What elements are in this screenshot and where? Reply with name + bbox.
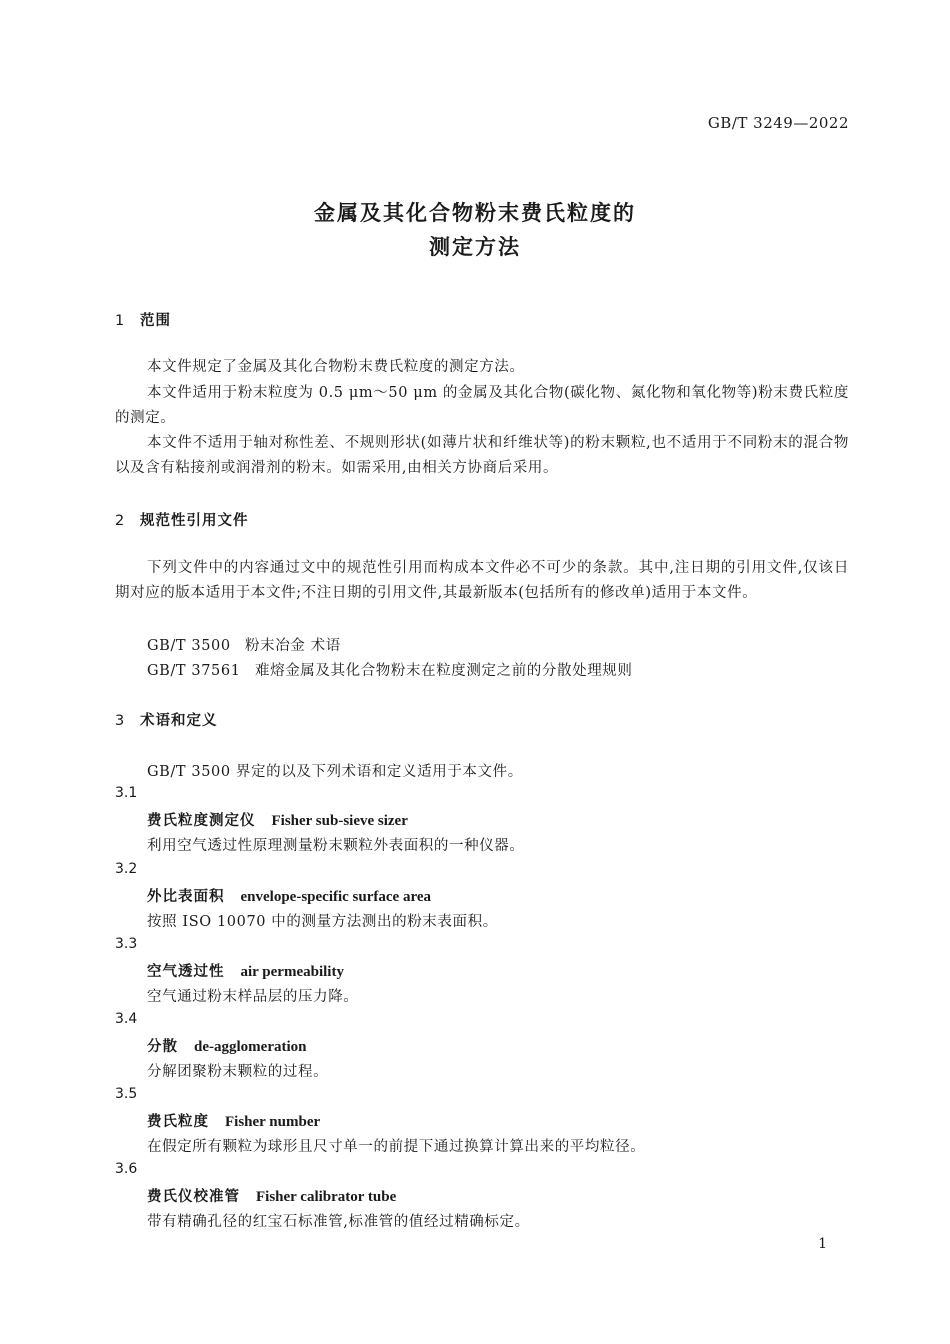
section-3-heading — [115, 709, 218, 730]
term-heading — [147, 1035, 306, 1056]
section-title: 规范性引用文件 — [140, 513, 249, 529]
section-3-intro: GB/T 3500 界定的以及下列术语和定义适用于本文件。 — [147, 764, 523, 780]
document-title-line2: 测定方法 — [429, 235, 521, 259]
reference-code: GB/T 37561 — [147, 663, 241, 679]
term-chinese: 费氏粒度 — [147, 1114, 209, 1130]
term-chinese: 费氏仪校准管 — [147, 1189, 240, 1205]
term-definition: 按照 ISO 10070 中的测量方法测出的粉末表面积。 — [147, 914, 498, 930]
reference-item — [147, 659, 633, 680]
section-title: 范围 — [140, 313, 171, 329]
reference-title: 难熔金属及其化合物粉末在粒度测定之前的分散处理规则 — [255, 663, 633, 679]
term-definition: 带有精确孔径的红宝石标准管,标准管的值经过精确标定。 — [147, 1214, 530, 1230]
reference-code: GB/T 3500 — [147, 638, 231, 654]
term-number: 3.1 — [115, 785, 138, 801]
section-number: 3 — [115, 713, 126, 729]
term-english: Fisher calibrator tube — [256, 1189, 397, 1205]
term-heading — [147, 1110, 320, 1131]
term-definition: 空气通过粉末样品层的压力降。 — [147, 989, 359, 1005]
term-english: de-agglomeration — [194, 1039, 307, 1055]
section-2-paragraph: 下列文件中的内容通过文中的规范性引用而构成本文件必不可少的条款。其中,注日期的引用文件,仅该日期对应的版本适用于本文件;不注日期的引用文件,其最新版本(包括所有的修改单)适用于本文件。 — [115, 560, 849, 601]
term-english: envelope-specific surface area — [240, 889, 431, 905]
document-title-line1: 金属及其化合物粉末费氏粒度的 — [314, 201, 636, 225]
term-chinese: 空气透过性 — [147, 964, 225, 980]
term-english: Fisher sub-sieve sizer — [271, 813, 408, 829]
term-number: 3.4 — [115, 1011, 138, 1027]
term-definition: 在假定所有颗粒为球形且尺寸单一的前提下通过换算计算出来的平均粒径。 — [147, 1139, 646, 1155]
term-heading — [147, 960, 344, 981]
term-number: 3.2 — [115, 861, 138, 877]
reference-title: 粉末冶金 术语 — [245, 638, 341, 654]
section-1-paragraph-3: 本文件不适用于轴对称性差、不规则形状(如薄片状和纤维状等)的粉末颗粒,也不适用于不同粉末的混合物以及含有粘接剂或润滑剂的粉末。如需采用,由相关方协商后采用。 — [115, 435, 849, 476]
section-number: 2 — [115, 513, 126, 529]
section-1-paragraph-2: 本文件适用于粉末粒度为 0.5 μm～50 μm 的金属及其化合物(碳化物、氮化物和氧化物等)粉末费氏粒度的测定。 — [115, 385, 849, 426]
term-heading — [147, 1185, 396, 1206]
section-1-paragraph-1: 本文件规定了金属及其化合物粉末费氏粒度的测定方法。 — [147, 359, 525, 375]
section-title: 术语和定义 — [140, 713, 218, 729]
section-1-heading — [115, 309, 171, 330]
term-number: 3.6 — [115, 1161, 138, 1177]
reference-item — [147, 634, 341, 655]
term-definition: 分解团聚粉末颗粒的过程。 — [147, 1064, 329, 1080]
term-chinese: 分散 — [147, 1039, 178, 1055]
term-heading — [147, 809, 408, 830]
term-chinese: 外比表面积 — [147, 889, 225, 905]
standard-code: GB/T 3249—2022 — [707, 114, 849, 132]
term-heading — [147, 885, 431, 906]
term-english: Fisher number — [225, 1114, 321, 1130]
term-definition: 利用空气透过性原理测量粉末颗粒外表面积的一种仪器。 — [147, 838, 525, 854]
section-number: 1 — [115, 313, 126, 329]
term-chinese: 费氏粒度测定仪 — [147, 813, 256, 829]
term-number: 3.3 — [115, 936, 138, 952]
term-english: air permeability — [240, 964, 344, 980]
term-number: 3.5 — [115, 1086, 138, 1102]
section-2-heading — [115, 509, 249, 530]
page-number: 1 — [818, 1236, 827, 1252]
